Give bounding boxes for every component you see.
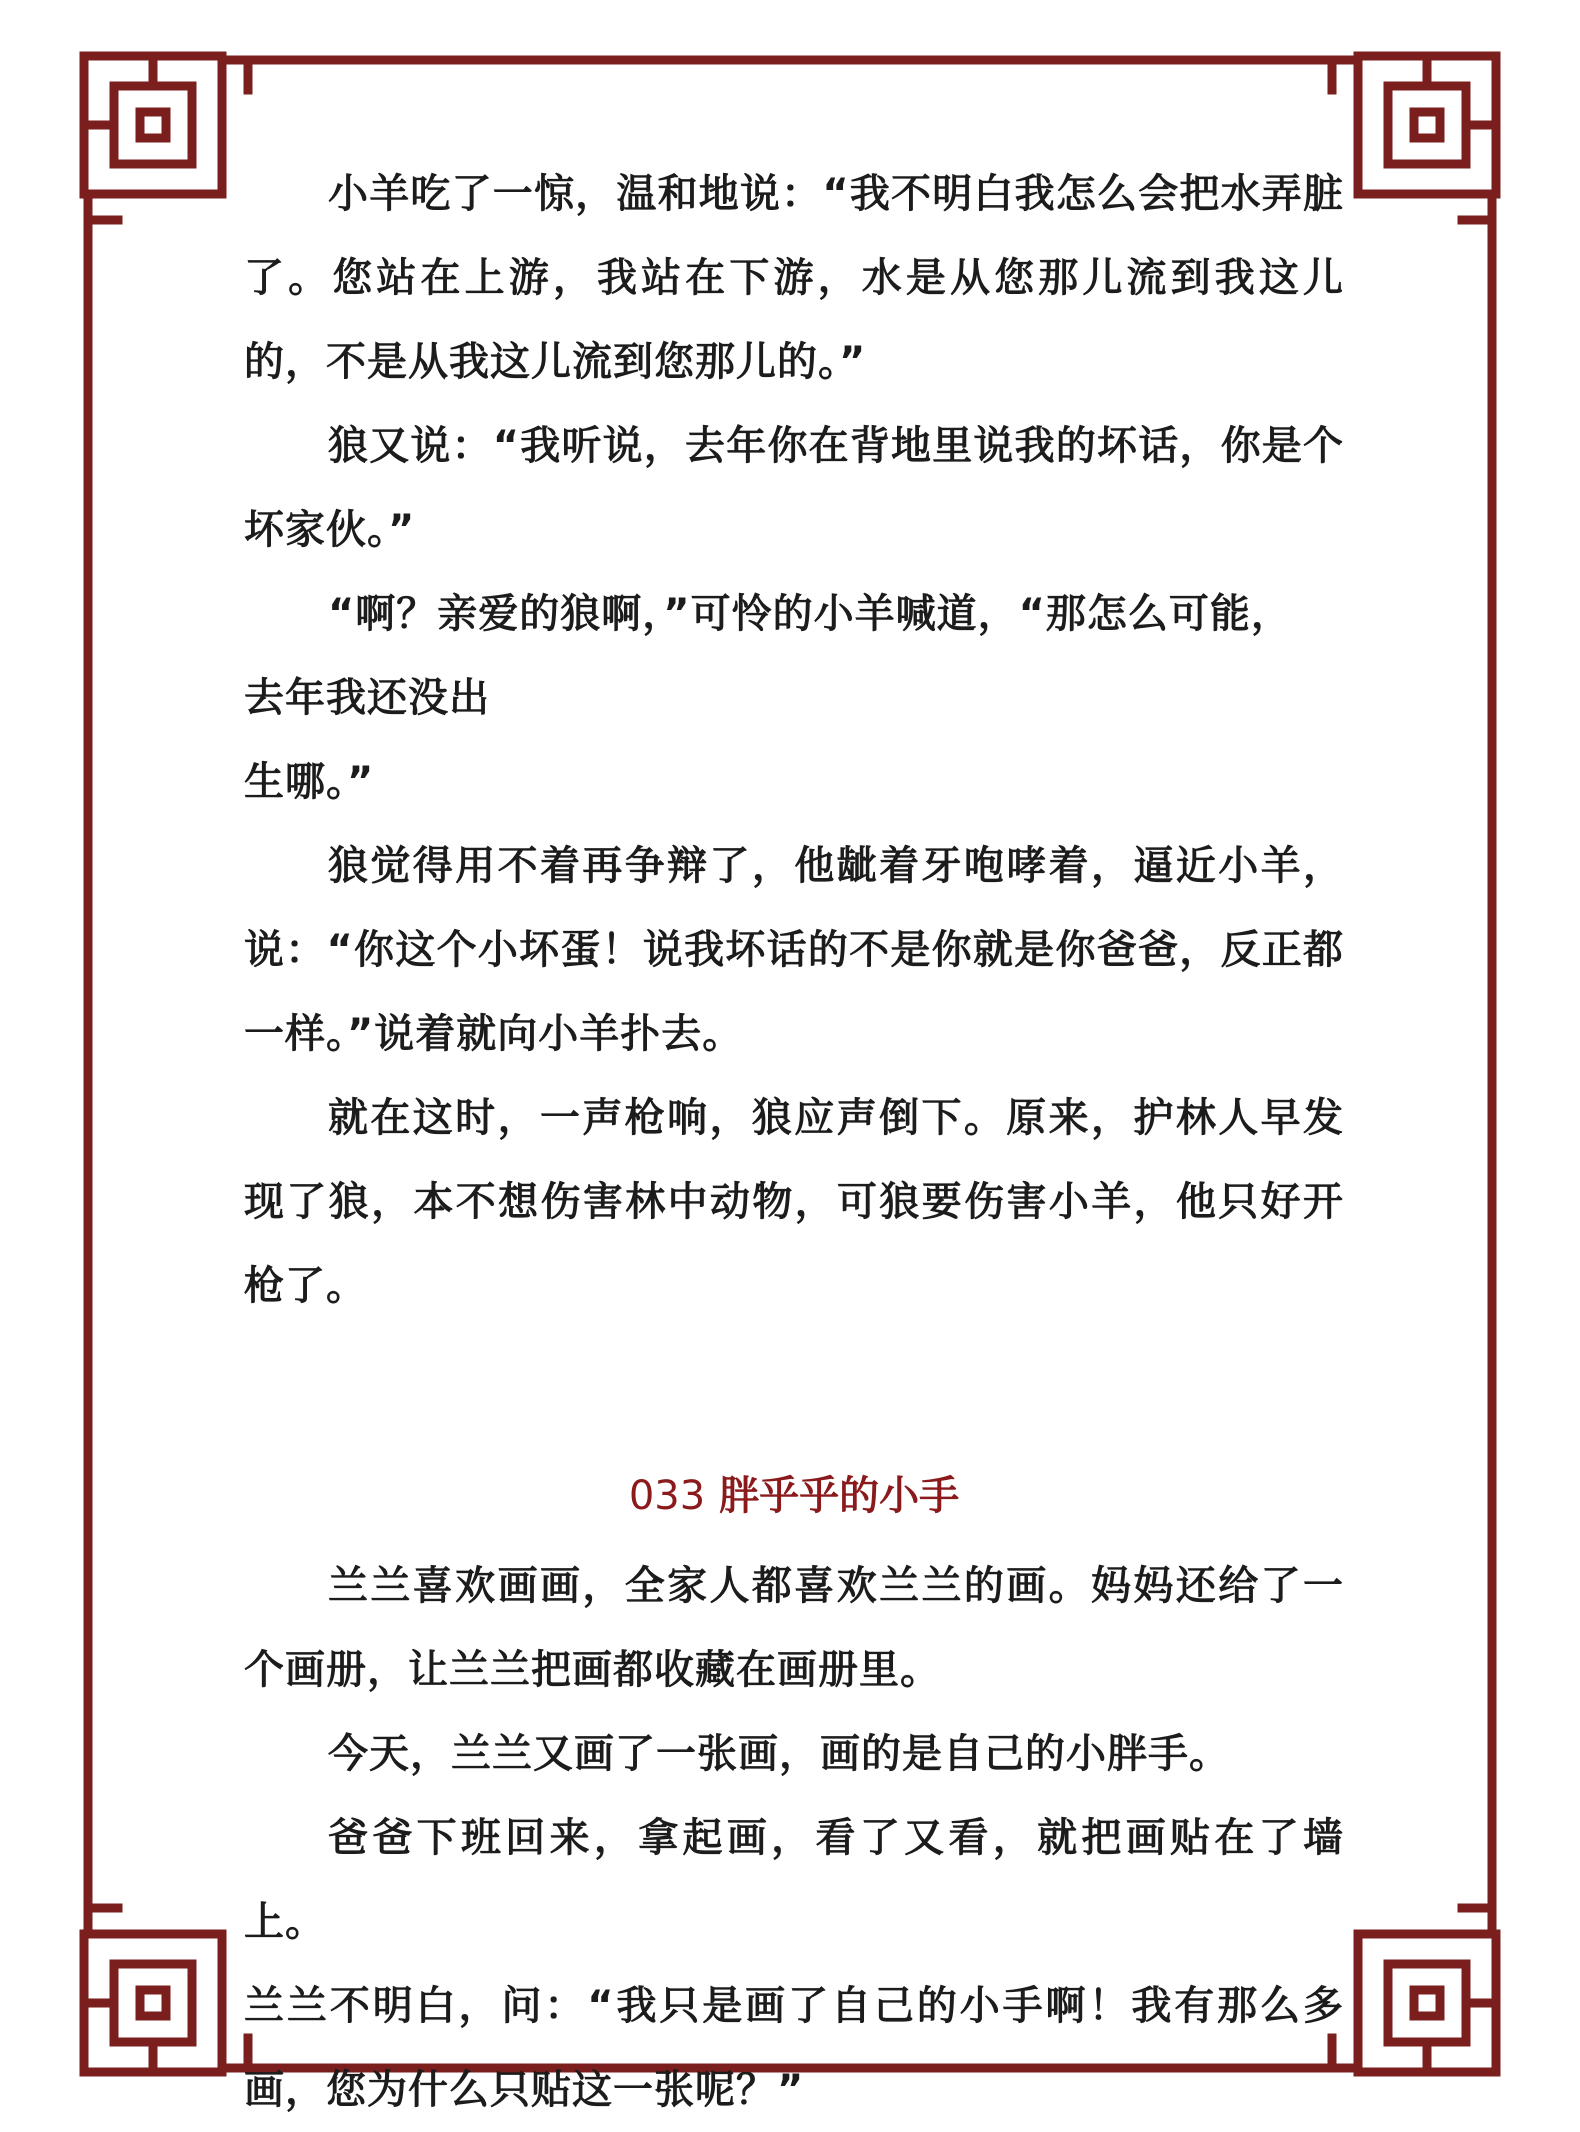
section-heading — [244, 1454, 1344, 1538]
story-paragraph: 小羊吃了一惊，温和地说：“我不明白我怎么会把水弄脏了。您站在上游，我站在下游，水是从您那儿流到我这儿的，不是从我这儿流到您那儿的。” — [244, 171, 1344, 385]
story-paragraph: 就在这时，一声枪响，狼应声倒下。原来，护林人早发现了狼，本不想伤害林中动物，可狼要伤害小羊，他只好开枪了。 — [244, 1095, 1344, 1309]
section-paragraph: 爸爸下班回来，拿起画，看了又看，就把画贴在了墙上。 — [244, 1815, 1344, 1945]
story-paragraph: 去年我还没出 — [244, 675, 490, 721]
section-paragraph: 今天，兰兰又画了一张画，画的是自己的小胖手。 — [328, 1731, 1230, 1777]
page-content — [244, 152, 1344, 2132]
story-paragraph: “啊？亲爱的狼啊，”可怜的小羊喊道，“那怎么可能， — [328, 591, 1292, 637]
story-paragraph: 狼觉得用不着再争辩了，他龇着牙咆哮着，逼近小羊，说：“你这个小坏蛋！说我坏话的不是你就是你爸爸，反正都一样。”说着就向小羊扑去。 — [244, 843, 1344, 1057]
story-paragraph: 生哪。” — [244, 759, 375, 805]
section-paragraph: 兰兰喜欢画画，全家人都喜欢兰兰的画。妈妈还给了一个画册，让兰兰把画都收藏在画册里。 — [244, 1563, 1344, 1693]
corner-ornament-top-right — [1332, 56, 1496, 220]
corner-ornament-top-left — [84, 56, 248, 220]
section-title-text: 胖乎乎的小手 — [719, 1473, 960, 1519]
corner-ornament-bottom-left — [84, 1908, 248, 2072]
story-paragraph: 狼又说：“我听说，去年你在背地里说我的坏话，你是个坏家伙。” — [244, 423, 1344, 553]
section-paragraph: 兰兰不明白，问：“我只是画了自己的小手啊！我有那么多画，您为什么只贴这一张呢？” — [244, 1983, 1344, 2113]
corner-ornament-bottom-right — [1332, 1908, 1496, 2072]
section-number: 033 — [628, 1473, 706, 1519]
